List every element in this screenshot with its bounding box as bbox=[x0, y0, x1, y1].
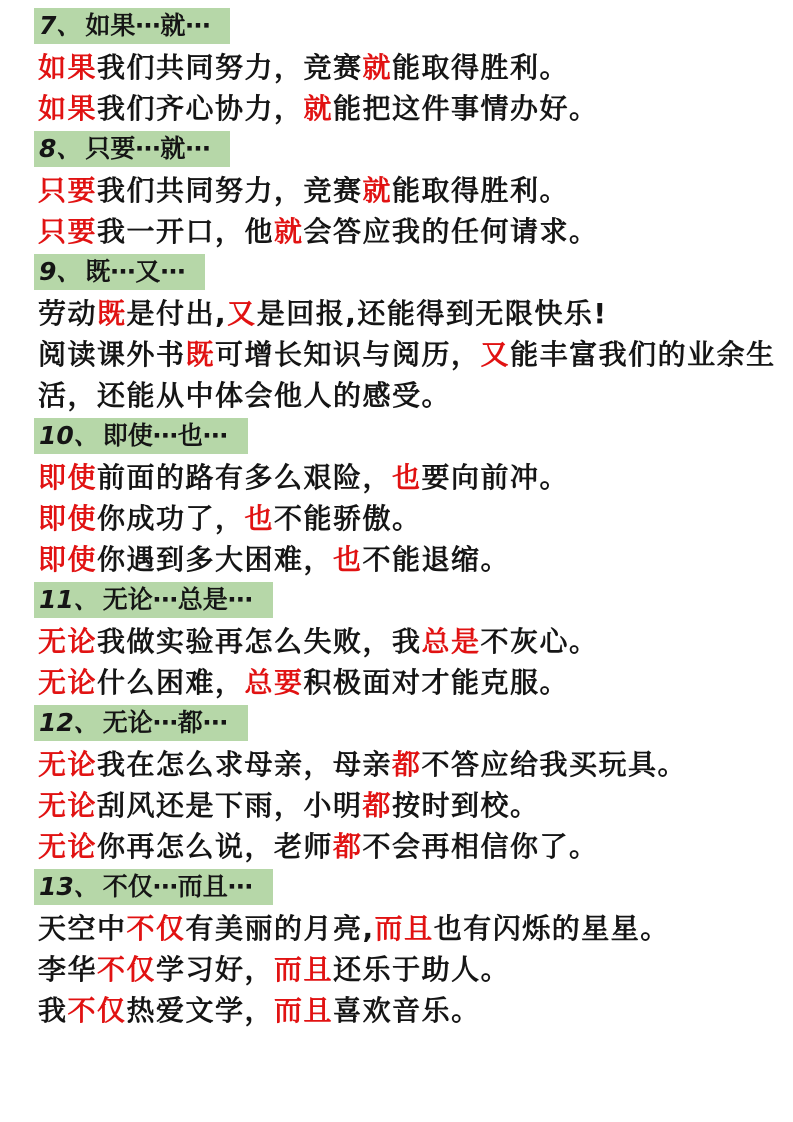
sentence-text: 李华 bbox=[38, 953, 98, 986]
conjunction-highlight: 如果 bbox=[38, 51, 98, 84]
conjunction-highlight: 无论 bbox=[38, 789, 98, 822]
sentence-text: 热爱文学， bbox=[126, 994, 275, 1027]
conjunction-highlight: 也 bbox=[244, 502, 275, 535]
sentence-text: 是付出, bbox=[126, 297, 228, 330]
example-sentence bbox=[38, 293, 783, 334]
example-sentence bbox=[38, 539, 783, 580]
conjunction-highlight: 而且 bbox=[274, 994, 334, 1027]
sentence-text: 要向前冲。 bbox=[421, 461, 570, 494]
sentence-text: 有美丽的月亮, bbox=[185, 912, 375, 945]
conjunction-highlight: 不仅 bbox=[97, 953, 157, 986]
conjunction-highlight: 如果 bbox=[38, 92, 98, 125]
example-sentence bbox=[38, 170, 783, 211]
sentence-text: 我们共同努力，竞赛 bbox=[97, 51, 363, 84]
sentence-text: 天空中 bbox=[38, 912, 127, 945]
conjunction-highlight: 即使 bbox=[38, 543, 98, 576]
sentence-text: 可增长知识与阅历， bbox=[215, 338, 481, 371]
example-sentence bbox=[38, 88, 783, 129]
example-sentence bbox=[38, 457, 783, 498]
example-sentence bbox=[38, 621, 783, 662]
section-header bbox=[34, 582, 273, 618]
sentence-text: 不能退缩。 bbox=[362, 543, 511, 576]
section-title: 无论⋯总是⋯ bbox=[102, 585, 253, 614]
conjunction-highlight: 无论 bbox=[38, 666, 98, 699]
section-number: 7、 bbox=[39, 11, 82, 40]
section-9 bbox=[38, 254, 783, 416]
conjunction-highlight: 即使 bbox=[38, 502, 98, 535]
example-sentence bbox=[38, 949, 783, 990]
section-header bbox=[34, 418, 248, 454]
example-sentence bbox=[38, 47, 783, 88]
section-number: 10、 bbox=[39, 421, 99, 450]
section-number: 12、 bbox=[39, 708, 99, 737]
conjunction-highlight: 而且 bbox=[274, 953, 334, 986]
conjunction-highlight: 不仅 bbox=[67, 994, 127, 1027]
conjunction-highlight: 无论 bbox=[38, 748, 98, 781]
conjunction-highlight: 就 bbox=[303, 92, 334, 125]
example-sentence bbox=[38, 334, 783, 416]
sentence-text: 刮风还是下雨，小明 bbox=[97, 789, 363, 822]
conjunction-highlight: 总是 bbox=[421, 625, 481, 658]
section-header bbox=[34, 254, 205, 290]
section-header bbox=[34, 869, 273, 905]
section-title: 不仅⋯而且⋯ bbox=[102, 872, 253, 901]
sentence-text: 能把这件事情办好。 bbox=[333, 92, 599, 125]
sentence-text: 劳动 bbox=[38, 297, 98, 330]
conjunction-highlight: 都 bbox=[392, 748, 422, 781]
sentence-text: 前面的路有多么艰险， bbox=[97, 461, 393, 494]
section-number: 8、 bbox=[39, 134, 82, 163]
sentence-text: 不灰心。 bbox=[480, 625, 599, 658]
conjunction-highlight: 就 bbox=[362, 51, 393, 84]
section-13 bbox=[38, 869, 783, 1031]
section-title: 既⋯又⋯ bbox=[85, 257, 186, 286]
section-header bbox=[34, 131, 230, 167]
section-title: 无论⋯都⋯ bbox=[102, 708, 228, 737]
sentence-text: 能丰富我们的业余生活，还能从中体会他人的感受。 bbox=[38, 338, 776, 412]
conjunction-highlight: 既 bbox=[97, 297, 127, 330]
section-number: 13、 bbox=[39, 872, 99, 901]
sentence-text: 是回报,还能得到无限快乐! bbox=[256, 297, 608, 330]
conjunction-highlight: 都 bbox=[333, 830, 363, 863]
sentence-text: 也有闪烁的星星。 bbox=[433, 912, 670, 945]
sentence-text: 我一开口，他 bbox=[97, 215, 275, 248]
conjunction-highlight: 不仅 bbox=[126, 912, 186, 945]
conjunction-highlight: 既 bbox=[185, 338, 216, 371]
sentence-text: 你遇到多大困难， bbox=[97, 543, 334, 576]
example-sentence bbox=[38, 785, 783, 826]
conjunction-highlight: 又 bbox=[480, 338, 511, 371]
sentence-text: 我在怎么求母亲，母亲 bbox=[97, 748, 393, 781]
conjunction-highlight: 也 bbox=[392, 461, 422, 494]
conjunction-highlight: 无论 bbox=[38, 625, 98, 658]
section-7 bbox=[38, 8, 783, 129]
sentence-text: 能取得胜利。 bbox=[392, 174, 570, 207]
section-number: 9、 bbox=[39, 257, 82, 286]
conjunction-highlight: 而且 bbox=[374, 912, 434, 945]
example-sentence bbox=[38, 826, 783, 867]
sentence-text: 阅读课外书 bbox=[38, 338, 186, 371]
sentence-text: 我 bbox=[38, 994, 68, 1027]
section-header bbox=[34, 705, 248, 741]
sentence-text: 我们齐心协力， bbox=[97, 92, 304, 125]
example-sentence bbox=[38, 498, 783, 539]
sentence-text: 会答应我的任何请求。 bbox=[303, 215, 599, 248]
sentence-text: 你成功了， bbox=[97, 502, 245, 535]
example-sentence bbox=[38, 990, 783, 1031]
conjunction-highlight: 只要 bbox=[38, 215, 98, 248]
sentence-text: 不能骄傲。 bbox=[274, 502, 422, 535]
section-number: 11、 bbox=[39, 585, 99, 614]
section-12 bbox=[38, 705, 783, 867]
sentence-text: 还乐于助人。 bbox=[333, 953, 511, 986]
section-header bbox=[34, 8, 230, 44]
sentence-text: 你再怎么说，老师 bbox=[97, 830, 334, 863]
document-body bbox=[38, 8, 783, 1031]
example-sentence bbox=[38, 662, 783, 703]
example-sentence bbox=[38, 744, 783, 785]
sentence-text: 积极面对才能克服。 bbox=[303, 666, 570, 699]
example-sentence bbox=[38, 211, 783, 252]
example-sentence bbox=[38, 908, 783, 949]
sentence-text: 按时到校。 bbox=[392, 789, 540, 822]
conjunction-highlight: 也 bbox=[333, 543, 363, 576]
conjunction-highlight: 总要 bbox=[244, 666, 304, 699]
sentence-text: 我们共同努力，竞赛 bbox=[97, 174, 363, 207]
section-8 bbox=[38, 131, 783, 252]
conjunction-highlight: 即使 bbox=[38, 461, 98, 494]
sentence-text: 能取得胜利。 bbox=[392, 51, 570, 84]
sentence-text: 不答应给我买玩具。 bbox=[421, 748, 688, 781]
conjunction-highlight: 都 bbox=[362, 789, 393, 822]
section-11 bbox=[38, 582, 783, 703]
sentence-text: 什么困难， bbox=[97, 666, 245, 699]
section-title: 如果⋯就⋯ bbox=[85, 11, 211, 40]
section-title: 只要⋯就⋯ bbox=[85, 134, 211, 163]
sentence-text: 我做实验再怎么失败，我 bbox=[97, 625, 422, 658]
conjunction-highlight: 又 bbox=[227, 297, 257, 330]
conjunction-highlight: 就 bbox=[362, 174, 393, 207]
sentence-text: 不会再相信你了。 bbox=[362, 830, 599, 863]
sentence-text: 学习好， bbox=[156, 953, 275, 986]
section-10 bbox=[38, 418, 783, 580]
section-title: 即使⋯也⋯ bbox=[102, 421, 228, 450]
conjunction-highlight: 就 bbox=[274, 215, 304, 248]
sentence-text: 喜欢音乐。 bbox=[333, 994, 481, 1027]
conjunction-highlight: 只要 bbox=[38, 174, 98, 207]
conjunction-highlight: 无论 bbox=[38, 830, 98, 863]
